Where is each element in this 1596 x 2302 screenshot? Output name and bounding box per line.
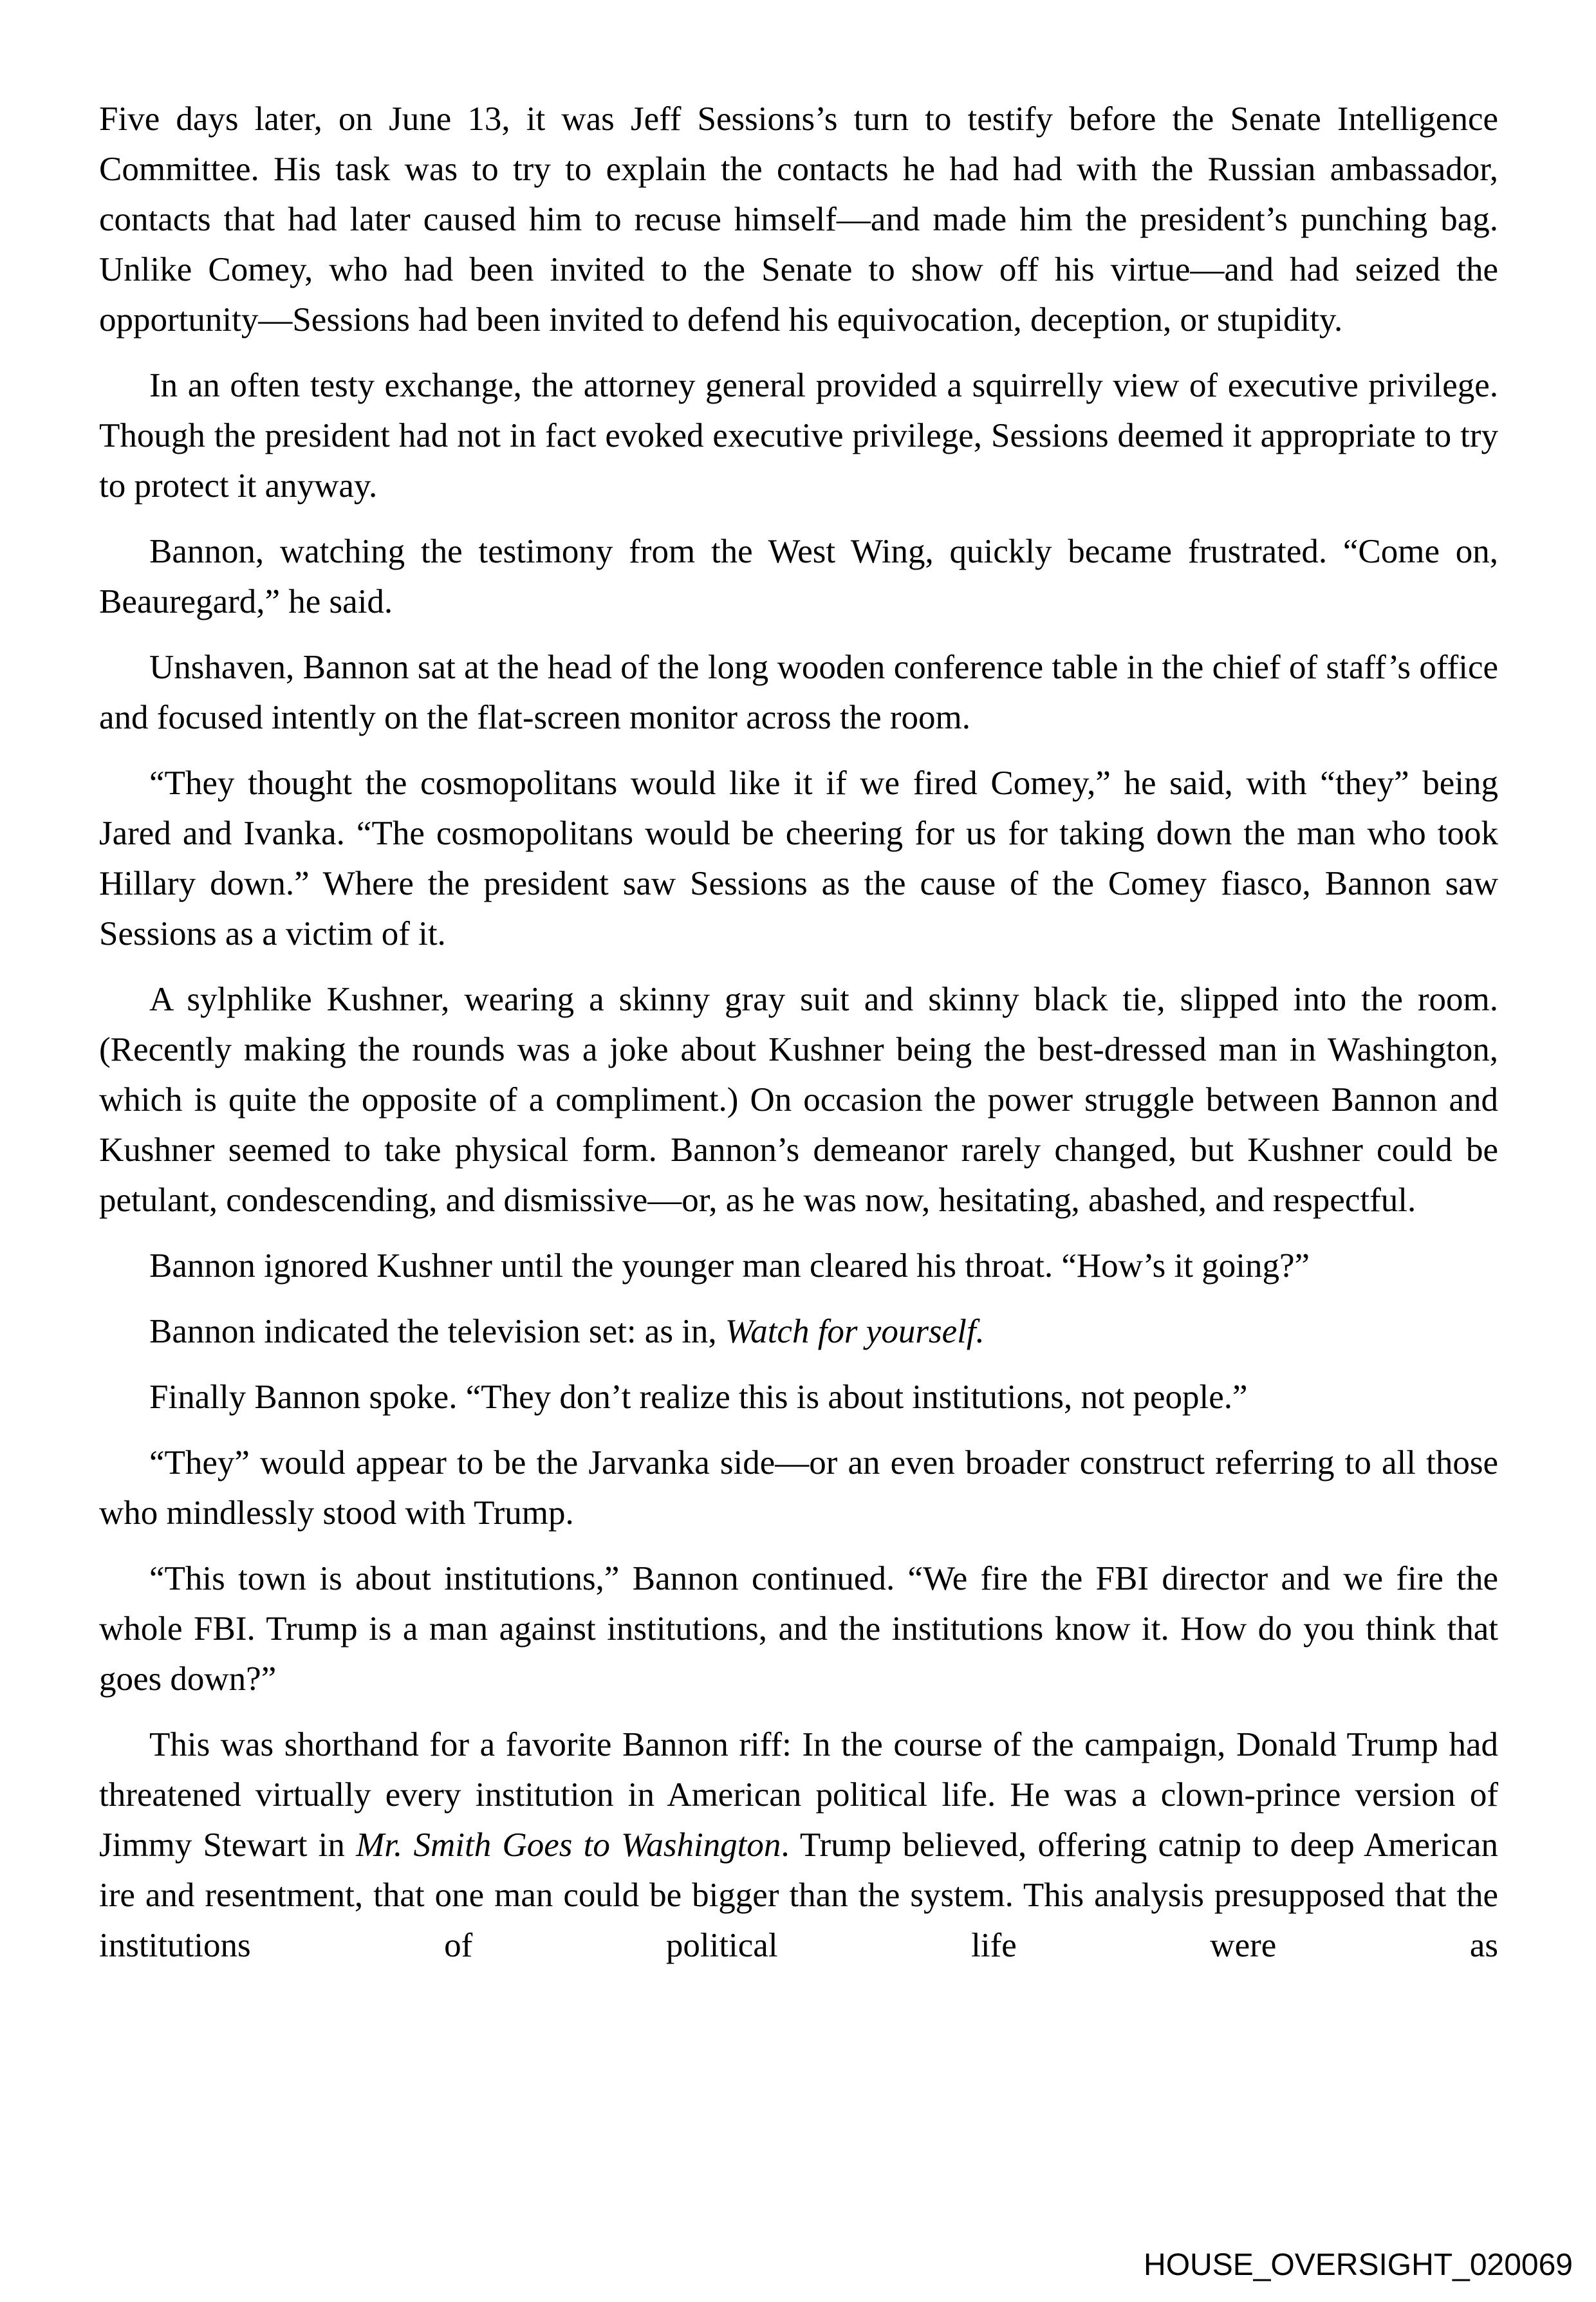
paragraph (99, 974, 1498, 1225)
text-segment: Bannon indicated the television set: as in, (149, 1313, 725, 1350)
text-segment: A sylphlike Kushner, wearing a skinny gray suit and skinny black tie, slipped into the room. (Recently making the rounds was a joke about Kushner being the best-dressed man in Washington, which is quite the opposite of a compliment.) On occasion the power struggle between Bannon and Kushner seemed to take physical form. Bannon’s demeanor rarely changed, but Kushner could be petulant, condescending, and dismissive—or, as he was now, hesitating, abashed, and respectful. (99, 981, 1498, 1219)
text-segment: . Trump believed, offering catnip to deep American ire and resentment, that one man could be bigger than the system. This analysis presupposed that the institutions of political life were as (99, 1826, 1498, 1964)
text-segment: Unshaven, Bannon sat at the head of the long wooden conference table in the chief of staff’s office and focused intently on the flat-screen monitor across the room. (99, 649, 1498, 736)
body-text (99, 94, 1498, 1971)
text-segment: In an often testy exchange, the attorney general provided a squirrelly view of executive privilege. Though the president had not in fact evoked executive privilege, Sessions deemed it appropriate to try to protect it anyway. (99, 367, 1498, 505)
paragraph (99, 1241, 1498, 1291)
paragraph (99, 642, 1498, 743)
text-segment: This was shorthand for a favorite Bannon riff: In the course of the campaign, Donald Trump had threatened virtually every institution in American political life. He was a clown-prince version of Jimmy Stewart in (99, 1726, 1498, 1864)
text-segment: “They” would appear to be the Jarvanka side—or an even broader construct referring to all those who mindlessly stood with Trump. (99, 1444, 1498, 1532)
paragraph (99, 1554, 1498, 1704)
paragraph (99, 1372, 1498, 1422)
paragraph (99, 758, 1498, 959)
paragraph (99, 94, 1498, 345)
bates-stamp: HOUSE_OVERSIGHT_020069 (1144, 2248, 1573, 2282)
paragraph (99, 1720, 1498, 1971)
paragraph (99, 1306, 1498, 1357)
text-segment: Bannon, watching the testimony from the West Wing, quickly became frustrated. “Come on, Beauregard,” he said. (99, 533, 1498, 620)
paragraph (99, 1438, 1498, 1538)
italic-text: Watch for yourself. (725, 1313, 985, 1350)
paragraph (99, 526, 1498, 627)
paragraph (99, 360, 1498, 511)
text-segment: “They thought the cosmopolitans would like it if we fired Comey,” he said, with “they” being Jared and Ivanka. “The cosmopolitans would be cheering for us for taking down the man who took Hillary down.” Where the president saw Sessions as the cause of the Comey fiasco, Bannon saw Sessions as a victim of it. (99, 765, 1498, 952)
text-segment: Five days later, on June 13, it was Jeff Sessions’s turn to testify before the Senate Intelligence Committee. His task was to try to explain the contacts he had had with the Russian ambassador, contacts that had later caused him to recuse himself—and made him the president’s punching bag. Unlike Comey, who had been invited to the Senate to show off his virtue—and had seized the opportunity—Sessions had been invited to defend his equivocation, deception, or stupidity. (99, 100, 1498, 339)
text-segment: Finally Bannon spoke. “They don’t realize this is about institutions, not people.” (149, 1378, 1248, 1416)
text-segment: Bannon ignored Kushner until the younger man cleared his throat. “How’s it going?” (149, 1247, 1310, 1285)
text-segment: “This town is about institutions,” Bannon continued. “We fire the FBI director and we fire the whole FBI. Trump is a man against institutions, and the institutions know it. How do you think that goes down?” (99, 1560, 1498, 1698)
italic-text: Mr. Smith Goes to Washington (356, 1826, 781, 1864)
